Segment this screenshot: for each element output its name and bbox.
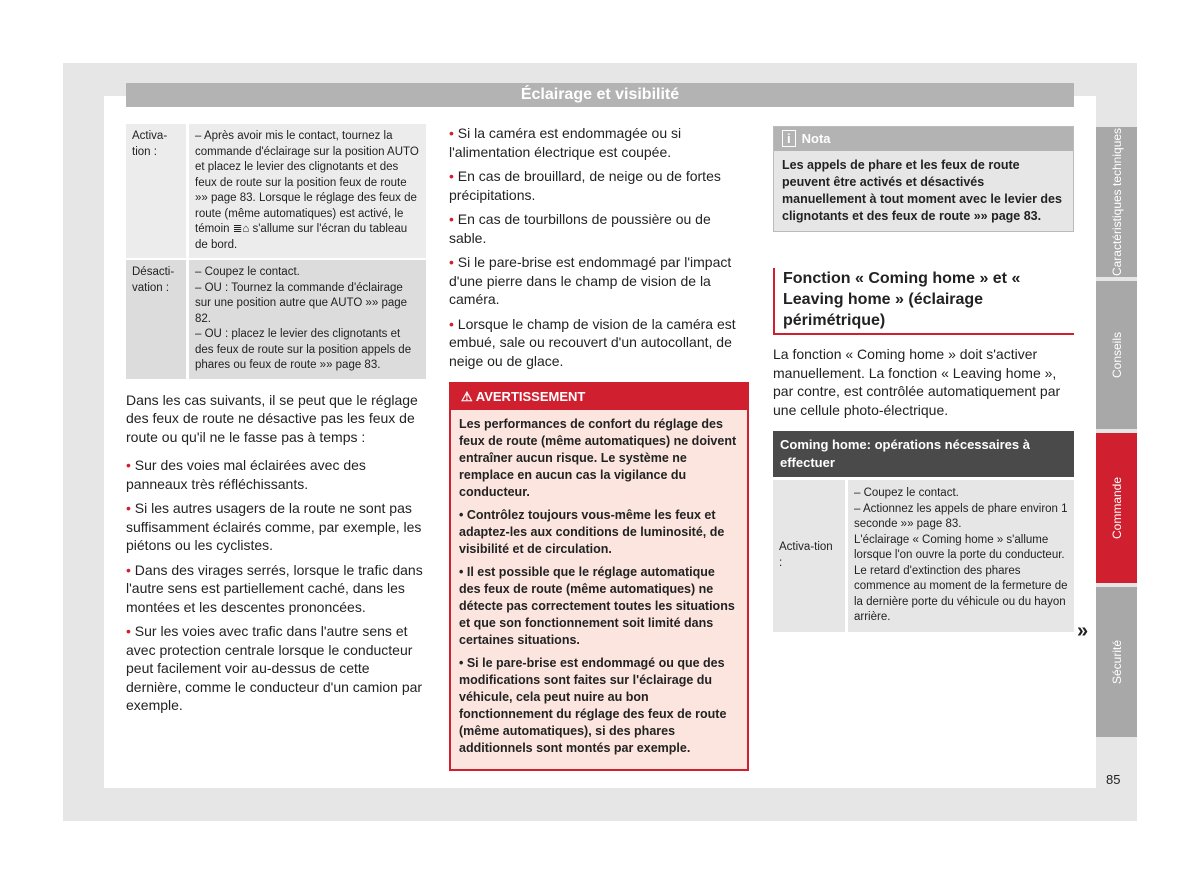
section-heading: Fonction « Coming home » et « Leaving home » (éclairage périmétrique) [773, 268, 1074, 335]
info-icon: i [782, 130, 796, 147]
warning-title: AVERTISSEMENT [475, 389, 586, 404]
table-line: – Actionnez les appels de phare environ 1 seconde »» page 83. [854, 502, 1068, 530]
coming-home-table [773, 431, 1074, 632]
warning-paragraph: Les performances de confort du réglage des feux de route (même automatiques) ne doivent entraîner aucun risque. Le système ne remplace en aucun cas la vigilance du conducteur. [459, 417, 737, 499]
list-item: • Sur les voies avec trafic dans l'autre sens et avec protection centrale lorsque le conducteur peut facilement voir au-dessus de cette dernière, comme le conducteur d'un camion par exemple. [126, 623, 423, 713]
list-item: • Sur des voies mal éclairées avec des panneaux très réfléchissants. [126, 457, 366, 492]
page-number: 85 [1106, 772, 1121, 787]
deactivation-line: – OU : placez le levier des clignotants et des feux de route sur la position appels de phares ou feux de route »» page 83. [195, 328, 412, 371]
table-line: L'éclairage « Coming home » s'allume lorsque l'on ouvre la porte du conducteur. Le retard d'extinction des phares commence au moment de la fermeture de la dernière porte du véhicule ou du hayon arrière. [854, 533, 1068, 623]
table-line: – Coupez le contact. [854, 487, 959, 499]
warning-box [449, 382, 749, 771]
note-title: Nota [801, 131, 831, 146]
activation-label: Activa-tion : [773, 480, 845, 632]
tab-caracteristiques-techniques[interactable]: Caractéristiques techniques [1096, 127, 1137, 277]
warning-icon: ⚠ [461, 389, 476, 404]
warning-paragraph: • Si le pare-brise est endommagé ou que des modifications sont faites sur l'éclairage du véhicule, cela peut nuire au bon fonctionnement du réglage des feux de route (même automatiques), si des phares additionnels sont montés par exemple. [459, 656, 727, 755]
deactivation-label: Désacti-vation : [126, 260, 186, 379]
list-item: • En cas de tourbillons de poussière ou de sable. [449, 211, 711, 246]
note-text: Les appels de phare et les feux de route peuvent être activés et désactivés manuellement à tout moment avec le levier des clignotants et des feux de route »» page 83. [774, 151, 1073, 231]
note-box [773, 126, 1074, 232]
page-title: Éclairage et visibilité [126, 83, 1074, 107]
list-item: • Lorsque le champ de vision de la caméra est embué, sale ou recouvert d'un autocollant, de neige ou de glace. [449, 315, 736, 369]
activation-label: Activa-tion : [126, 124, 186, 258]
deactivation-line: – OU : Tournez la commande d'éclairage sur une position autre que AUTO »» page 82. [195, 281, 408, 325]
section-paragraph: La fonction « Coming home » doit s'activer manuellement. La fonction « Leaving home », par contre, est contrôlée automatiquement par une cellule photo-électrique. [773, 346, 1061, 418]
left-table [123, 124, 429, 379]
table-title: Coming home: opérations nécessaires à effectuer [773, 431, 1074, 477]
activation-text: – Après avoir mis le contact, tournez la commande d'éclairage sur la position AUTO et placez le levier des clignotants et des feux de route sur la position feux de route »» page 83. Lorsque le réglage des feux de route (même automatiques) est activé, le témoin ≣⌂ s'allume sur l'écran du tableau de bord. [189, 124, 426, 258]
warning-paragraph: • Il est possible que le réglage automatique des feux de route (même automatiques) ne détecte pas correctement toutes les situations et que son fonctionnement soit limité dans certaines situations. [459, 565, 735, 647]
warning-paragraph: • Contrôlez toujours vous-même les feux et adaptez-les aux conditions de luminosité, de visibilité et de circulation. [459, 508, 725, 556]
middle-column [449, 124, 749, 771]
tab-conseils[interactable]: Conseils [1096, 281, 1137, 429]
tab-securite[interactable]: Sécurité [1096, 587, 1137, 737]
list-item: • Dans des virages serrés, lorsque le trafic dans l'autre sens est partiellement caché, dans les montées et les descentes prononcées. [126, 561, 423, 615]
list-item: • Si la caméra est endommagée ou si l'alimentation électrique est coupée. [449, 125, 682, 160]
list-item: • En cas de brouillard, de neige ou de fortes précipitations. [449, 168, 721, 203]
intro-paragraph: Dans les cas suivants, il se peut que le réglage des feux de route ne désactive pas les feux de route ou qu'il ne le fasse pas à temps : [126, 391, 418, 445]
list-item: • Si le pare-brise est endommagé par l'impact d'une pierre dans le champ de vision de la caméra. [449, 254, 732, 307]
continue-mark: » [1077, 620, 1089, 642]
right-column [773, 126, 1074, 632]
list-item: • Si les autres usagers de la route ne sont pas suffisamment éclairés comme, par exemple, les piétons ou les cyclistes. [126, 500, 422, 553]
deactivation-line: – Coupez le contact. [195, 266, 300, 278]
left-column [123, 124, 429, 721]
tab-commande[interactable]: Commande [1096, 433, 1137, 583]
